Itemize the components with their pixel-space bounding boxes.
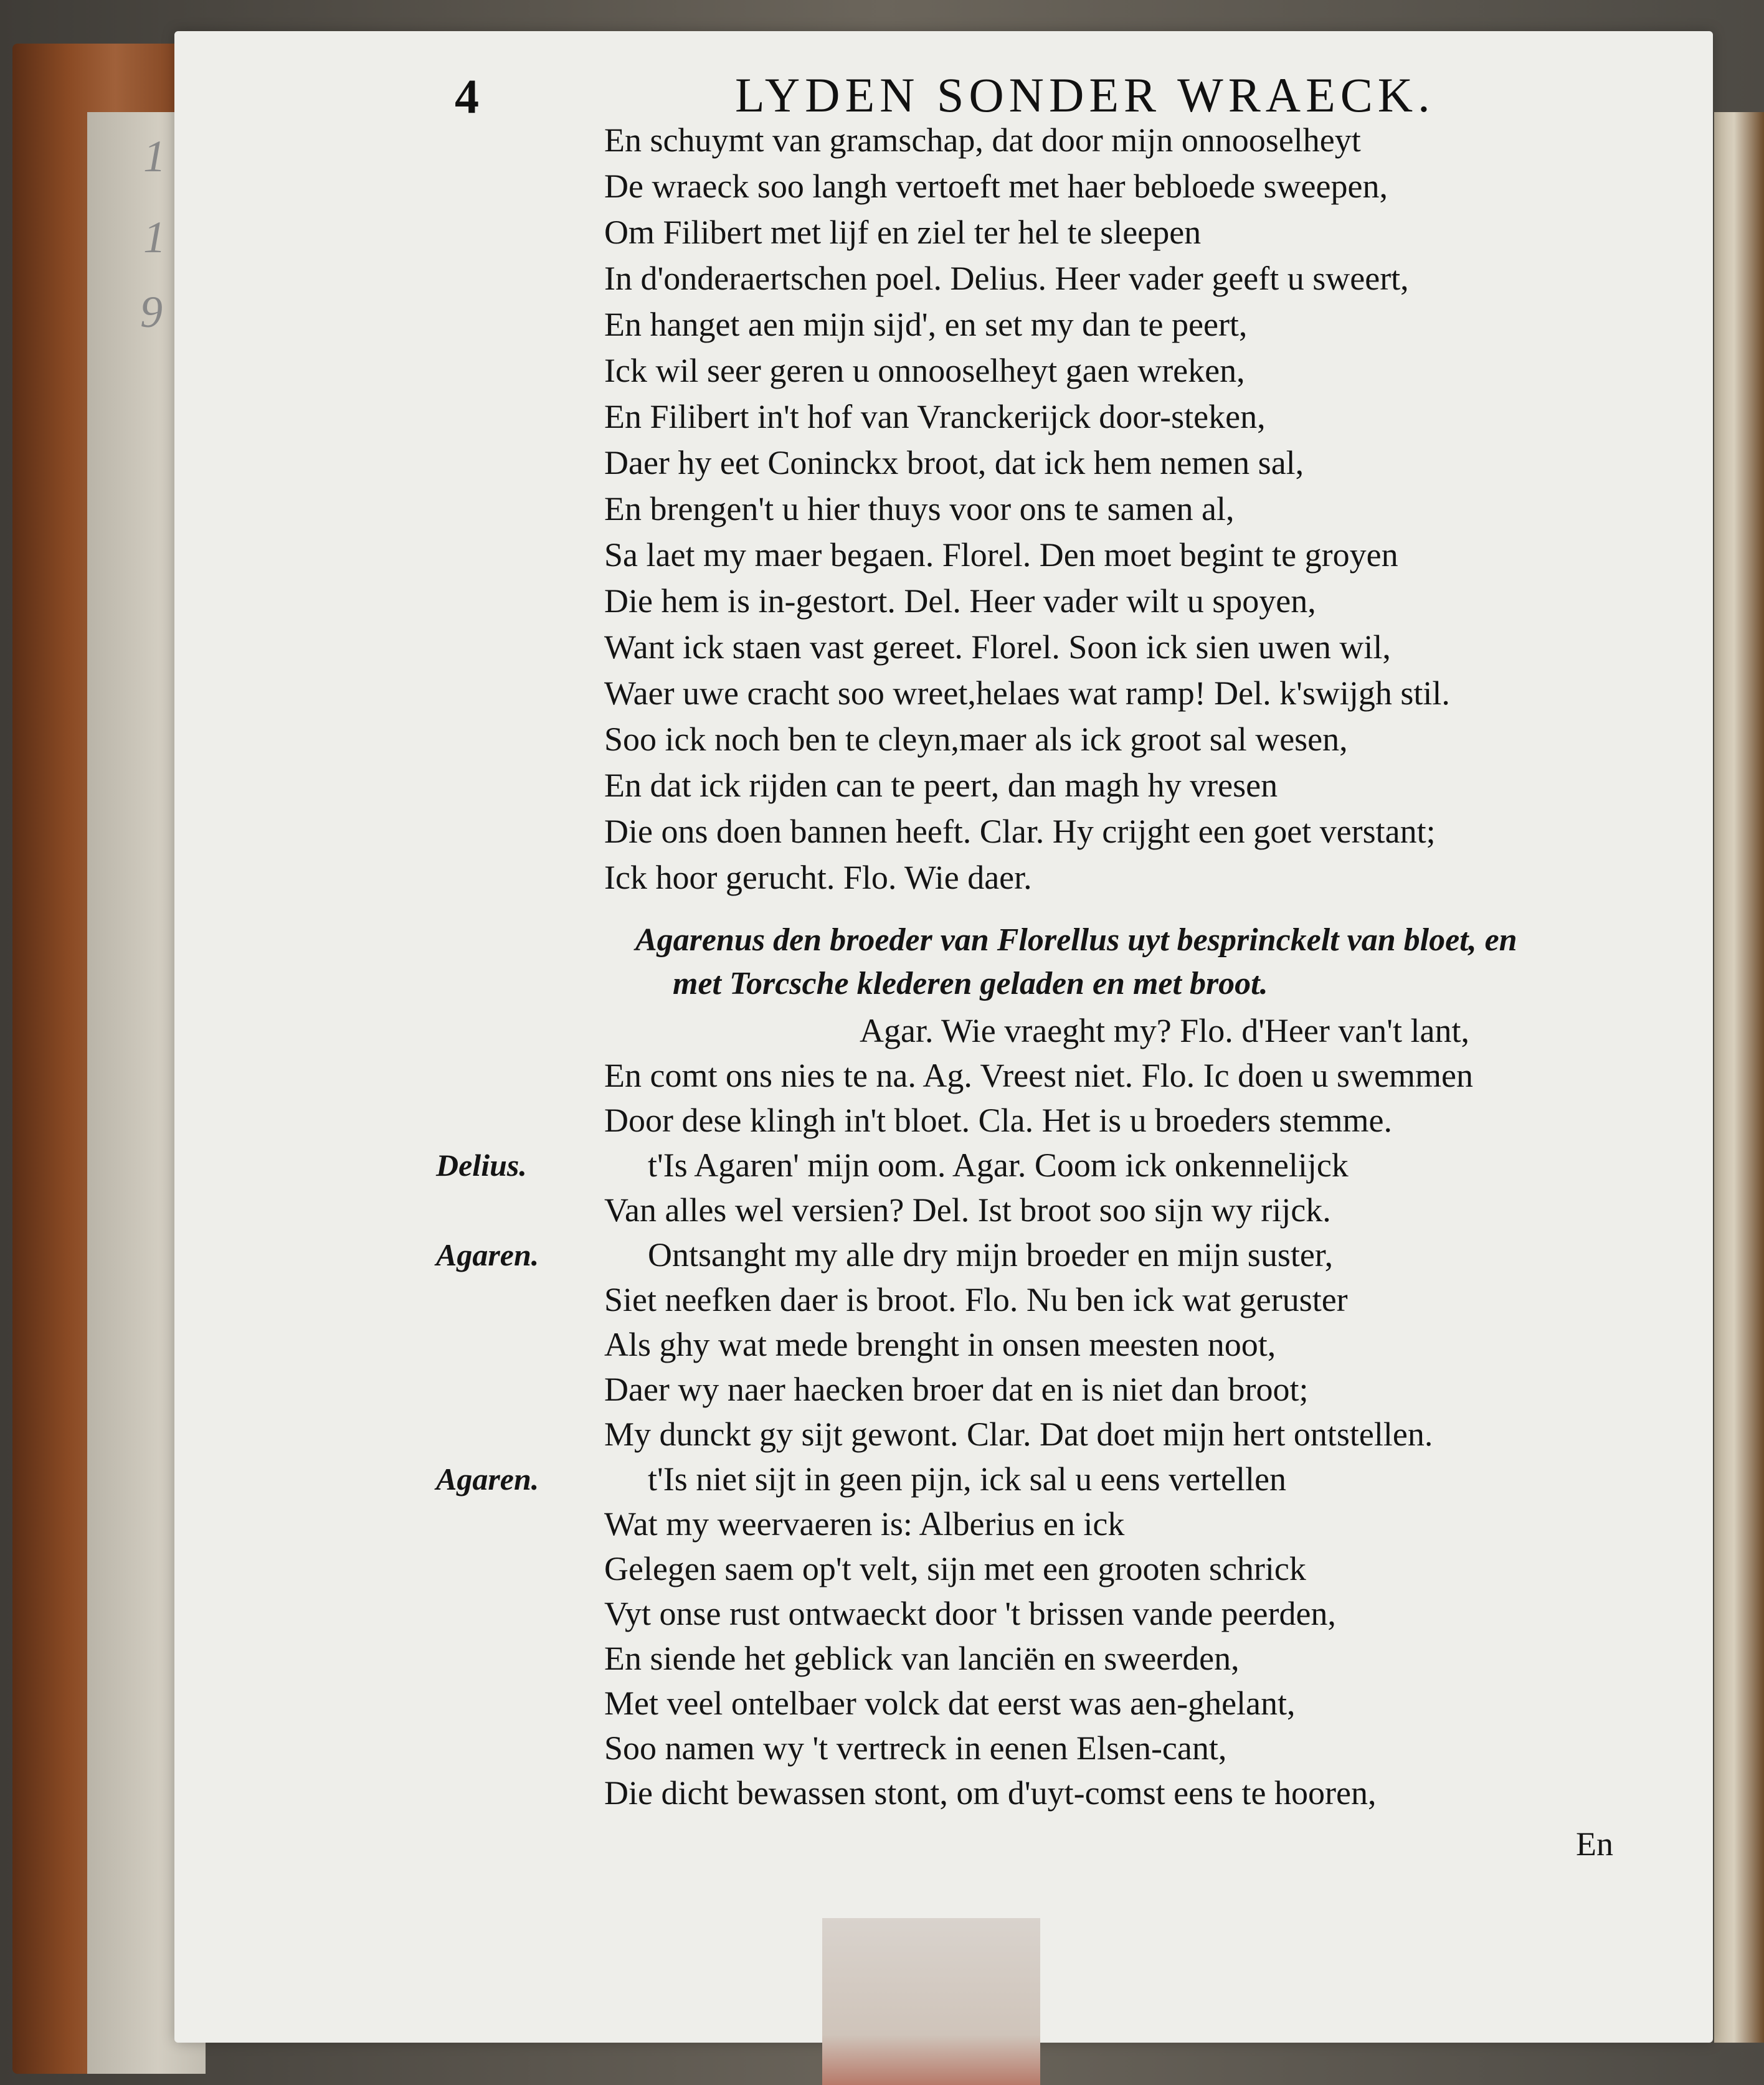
verse-line	[174, 579, 1713, 623]
verse-text: Daer hy eet Coninckx broot, dat ick hem nemen sal,	[604, 444, 1304, 481]
verse-line	[174, 1009, 1713, 1052]
verse-line	[174, 118, 1713, 162]
running-title: LYDEN SONDER WRAECK.	[735, 68, 1435, 122]
verse-text: Door dese klingh in't bloet. Cla. Het is u broeders stemme.	[604, 1102, 1392, 1139]
verse-line	[174, 1233, 1713, 1277]
verse-text: En siende het geblick van lanciën en sweerden,	[604, 1640, 1240, 1677]
verse-text: En brengen't u hier thuys voor ons te samen al,	[604, 490, 1235, 527]
verse-line	[174, 717, 1713, 761]
verse-line	[174, 210, 1713, 254]
verse-line	[174, 1278, 1713, 1321]
speaker-label: Agaren.	[436, 1237, 539, 1272]
book-page	[174, 31, 1713, 2043]
verse-text: In d'onderaertschen poel. Delius. Heer vader geeft u sweert,	[604, 260, 1409, 297]
verse-line	[174, 1054, 1713, 1097]
verse-text: Die dicht bewassen stont, om d'uyt-comst eens te hooren,	[604, 1774, 1377, 1812]
verse-line	[174, 395, 1713, 438]
margin-note: 1	[143, 131, 166, 181]
verse-line	[174, 1547, 1713, 1591]
verse-line	[174, 164, 1713, 208]
verse-text: De wraeck soo langh vertoeft met haer bebloede sweepen,	[604, 168, 1388, 205]
verse-line	[174, 1457, 1713, 1501]
verse-text: t'Is niet sijt in geen pijn, ick sal u eens vertellen	[648, 1460, 1286, 1498]
verse-text: t'Is Agaren' mijn oom. Agar. Coom ick onkennelijck	[648, 1147, 1349, 1184]
verse-text: Ick hoor gerucht. Flo. Wie daer.	[604, 859, 1032, 896]
verse-line	[174, 1637, 1713, 1680]
speaker-label: Agaren.	[436, 1462, 539, 1496]
verse-text: Soo ick noch ben te cleyn,maer als ick groot sal wesen,	[604, 721, 1348, 758]
verse-text: Agar. Wie vraeght my? Flo. d'Heer van't lant,	[860, 1012, 1470, 1049]
page-number: 4	[455, 69, 479, 123]
margin-note: 9	[140, 287, 163, 337]
verse-line	[174, 810, 1713, 853]
verse-line	[174, 1143, 1713, 1187]
verse-text: Want ick staen vast gereet. Florel. Soon ick sien uwen wil,	[604, 628, 1391, 666]
verse-text: En comt ons nies te na. Ag. Vreest niet. Flo. Ic doen u swemmen	[604, 1057, 1474, 1094]
margin-note: 1	[143, 212, 166, 262]
verse-line	[174, 1592, 1713, 1635]
facing-page-edge	[1714, 112, 1764, 2043]
verse-text: Met veel ontelbaer volck dat eerst was aen-ghelant,	[604, 1685, 1296, 1722]
verse-line	[174, 1188, 1713, 1232]
verse-text: En dat ick rijden can te peert, dan magh hy vresen	[604, 767, 1278, 804]
verse-line	[174, 1368, 1713, 1411]
stage-direction-line: Agarenus den broeder van Florellus uyt besprinckelt van bloet, en	[635, 922, 1517, 958]
verse-text: Als ghy wat mede brenght in onsen meesten noot,	[604, 1326, 1276, 1363]
verse-text: Soo namen wy 't vertreck in eenen Elsen-cant,	[604, 1729, 1227, 1767]
verse-text: Waer uwe cracht soo wreet,helaes wat ramp! Del. k'swijgh stil.	[604, 674, 1450, 712]
stage-direction-line: met Torcsche klederen geladen en met broot.	[673, 966, 1268, 1001]
verse-text: Daer wy naer haecken broer dat en is niet dan broot;	[604, 1371, 1309, 1408]
verse-text: En Filibert in't hof van Vranckerijck door-steken,	[604, 398, 1266, 435]
verse-text: Gelegen saem op't velt, sijn met een grooten schrick	[604, 1550, 1306, 1587]
verse-text: My dunckt gy sijt gewont. Clar. Dat doet mijn hert ontstellen.	[604, 1416, 1433, 1453]
catchword: En	[1576, 1825, 1613, 1863]
verse-line	[174, 671, 1713, 715]
verse-line	[174, 349, 1713, 392]
speaker-label: Delius.	[436, 1148, 527, 1183]
verse-line	[174, 1323, 1713, 1366]
verse-text: Vyt onse rust ontwaeckt door 't brissen vande peerden,	[604, 1595, 1336, 1632]
verse-text: En hanget aen mijn sijd', en set my dan te peert,	[604, 306, 1248, 343]
verse-text: Van alles wel versien? Del. Ist broot soo sijn wy rijck.	[604, 1191, 1331, 1229]
verse-line	[174, 1502, 1713, 1546]
verse-line	[174, 1681, 1713, 1725]
verse-line	[174, 533, 1713, 577]
bookmark-tab	[822, 1918, 1040, 2085]
verse-text: Wat my weervaeren is: Alberius en ick	[604, 1505, 1125, 1543]
verse-line	[174, 1412, 1713, 1456]
verse-text: Sa laet my maer begaen. Florel. Den moet begint te groyen	[604, 536, 1398, 574]
verse-text: Om Filibert met lijf en ziel ter hel te sleepen	[604, 214, 1202, 251]
verse-line	[174, 856, 1713, 899]
verse-line	[174, 303, 1713, 346]
verse-text: Ick wil seer geren u onnooselheyt gaen wreken,	[604, 352, 1245, 389]
verse-text: Ontsanght my alle dry mijn broeder en mijn suster,	[648, 1236, 1334, 1274]
verse-line	[174, 257, 1713, 300]
book-cover	[12, 44, 199, 2074]
verse-text: Die ons doen bannen heeft. Clar. Hy crijght een goet verstant;	[604, 813, 1436, 850]
verse-line	[174, 441, 1713, 485]
verse-text: Siet neefken daer is broot. Flo. Nu ben ick wat geruster	[604, 1281, 1348, 1318]
verse-line	[174, 1771, 1713, 1815]
verse-text: En schuymt van gramschap, dat door mijn onnooselheyt	[604, 121, 1361, 159]
verse-line	[174, 1726, 1713, 1770]
verse-line	[174, 487, 1713, 531]
verse-line	[174, 625, 1713, 669]
verse-text: Die hem is in-gestort. Del. Heer vader wilt u spoyen,	[604, 582, 1316, 620]
verse-line	[174, 764, 1713, 807]
verse-line	[174, 1099, 1713, 1142]
